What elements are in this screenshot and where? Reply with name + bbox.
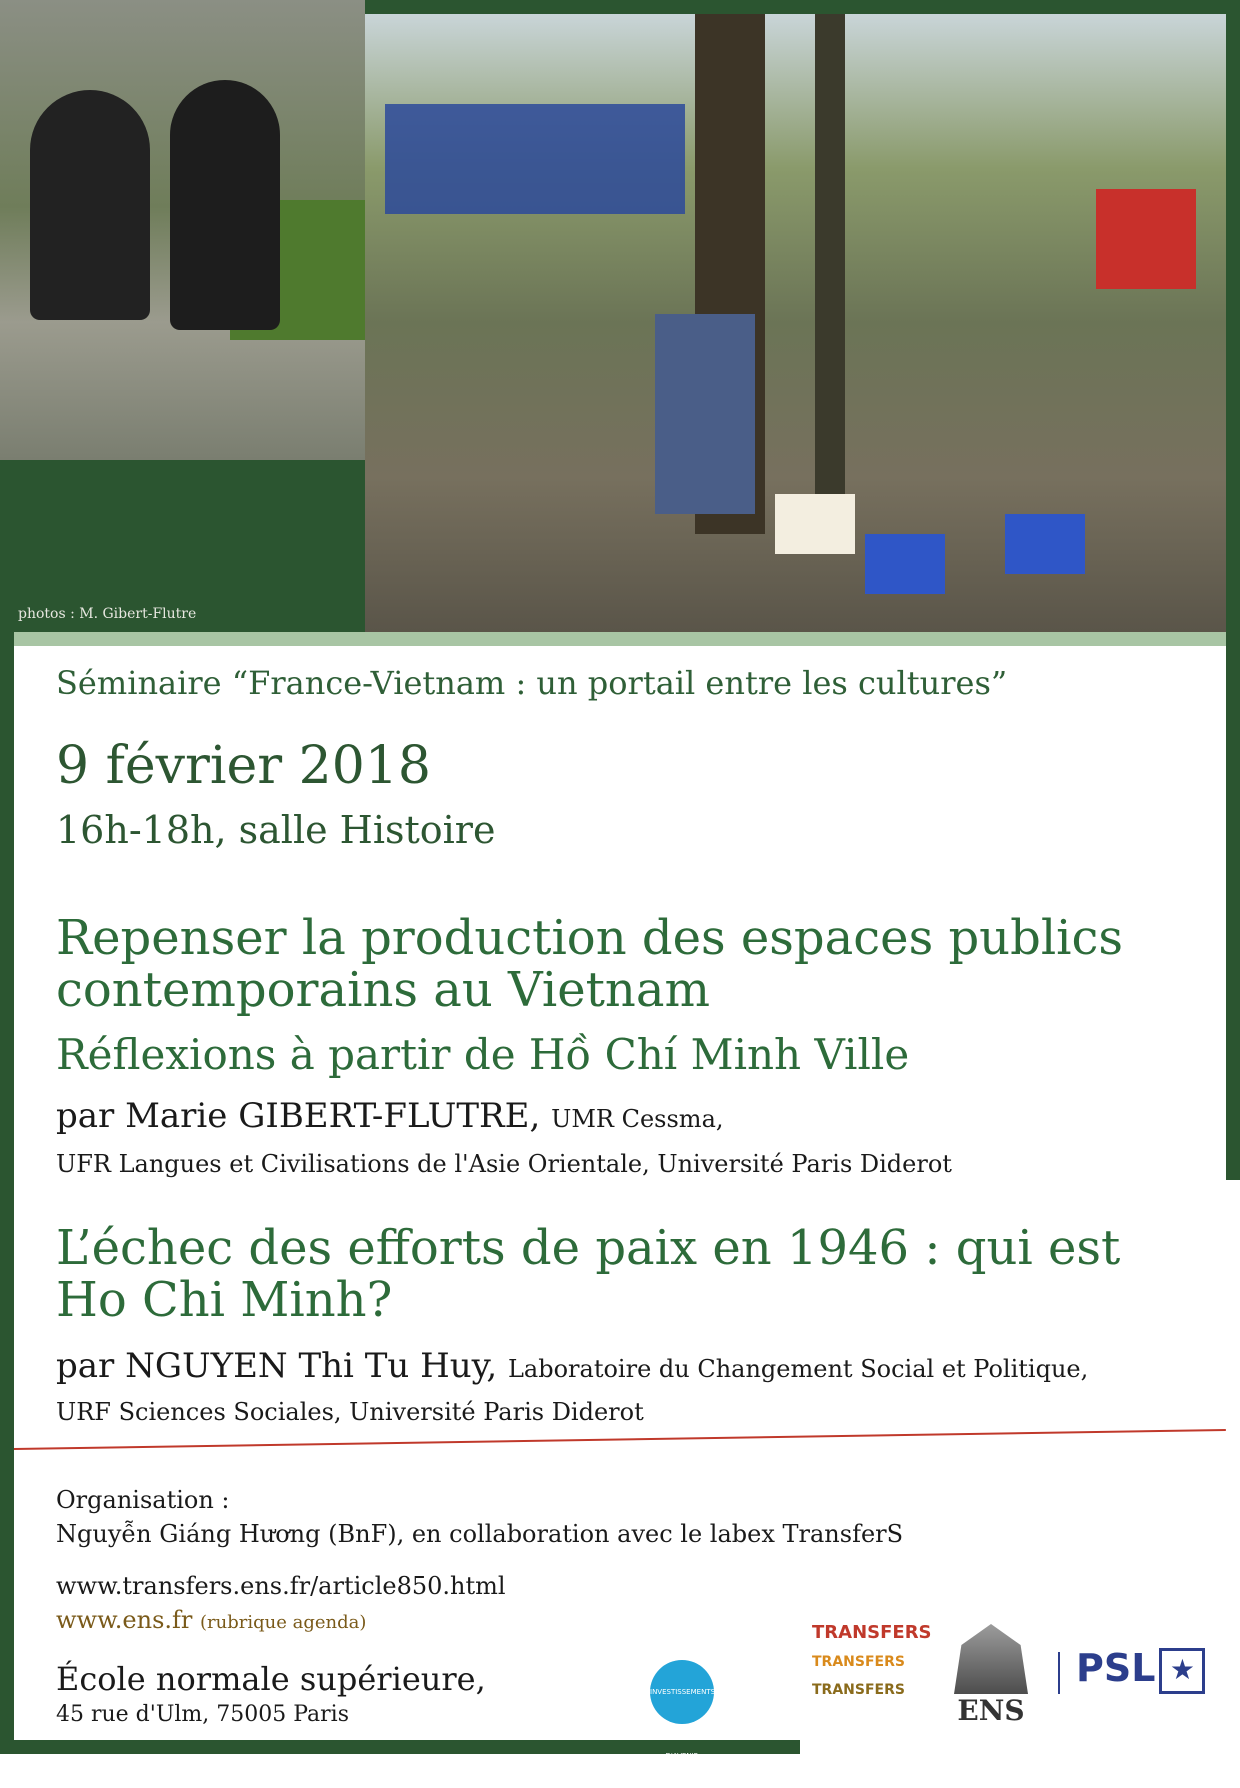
- seminar-title: Séminaire “France-Vietnam : un portail entre les cultures”: [56, 664, 1008, 702]
- ens-logo-text: ENS: [957, 1694, 1025, 1727]
- event-time: 16h-18h, salle Histoire: [56, 808, 496, 852]
- talk2-affiliation-2: URF Sciences Sociales, Université Paris Diderot: [56, 1398, 644, 1426]
- transfers-logo: [812, 1622, 932, 1714]
- photo-bank-sign: [385, 104, 685, 214]
- frame-left: [0, 630, 14, 1754]
- venue-name: École normale supérieure,: [56, 1660, 486, 1698]
- ens-link-note: (rubrique agenda): [200, 1612, 367, 1633]
- street-photo-right: [365, 14, 1226, 632]
- invest-logo-text: INVESTISSEMENTS D'AVENIR: [650, 1688, 716, 1760]
- ens-link[interactable]: www.ens.fr: [56, 1606, 193, 1634]
- talk1-title: Repenser la production des espaces publics contemporains au Vietnam: [56, 910, 1124, 1018]
- talk1-speaker-line: [56, 1096, 724, 1136]
- ens-link-line: [56, 1606, 366, 1634]
- photo-stool: [1005, 514, 1085, 574]
- transfers-link[interactable]: www.transfers.ens.fr/article850.html: [56, 1572, 506, 1600]
- organisation-label: Organisation :: [56, 1486, 230, 1514]
- talk1-affiliation-2: UFR Langues et Civilisations de l'Asie Orientale, Université Paris Diderot: [56, 1150, 952, 1178]
- transfers-logo-text: TRANSFERS: [812, 1622, 932, 1643]
- photo-tree: [815, 14, 845, 534]
- talk2-affiliation: Laboratoire du Changement Social et Politique,: [507, 1355, 1089, 1383]
- psl-logo-text: PSL: [1076, 1646, 1156, 1690]
- event-date: 9 février 2018: [56, 736, 431, 796]
- organisation-text: Nguyễn Giáng Hương (BnF), en collaboration avec le labex TransferS: [56, 1520, 904, 1548]
- psl-logo: [1076, 1646, 1205, 1694]
- photo-person: [170, 80, 280, 330]
- talk1-speaker: par Marie GIBERT-FLUTRE,: [56, 1096, 541, 1136]
- ens-building-icon: [954, 1624, 1028, 1694]
- photo-person: [30, 90, 150, 320]
- frame-right: [1226, 0, 1240, 1180]
- street-photo-left: [0, 0, 365, 460]
- ens-logo: [946, 1624, 1036, 1727]
- logo-separator: [1058, 1652, 1060, 1694]
- venue-address: 45 rue d'Ulm, 75005 Paris: [56, 1702, 349, 1727]
- talk2-speaker: par NGUYEN Thi Tu Huy,: [56, 1346, 498, 1386]
- light-band: [14, 632, 1226, 646]
- transfers-logo-text: TRANSFERS: [812, 1682, 905, 1698]
- photo-food-label: [775, 494, 855, 554]
- photo-price-sign: [1096, 189, 1196, 289]
- psl-star-icon: ★: [1159, 1648, 1205, 1694]
- talk2-speaker-line: [56, 1346, 1088, 1386]
- photo-stool: [865, 534, 945, 594]
- talk1-affiliation: UMR Cessma,: [551, 1105, 724, 1133]
- talk1-subtitle: Réflexions à partir de Hồ Chí Minh Ville: [56, 1030, 910, 1079]
- talk2-title: L’échec des efforts de paix en 1946 : qui est Ho Chi Minh?: [56, 1220, 1121, 1328]
- transfers-logo-text: TRANSFERS: [812, 1654, 905, 1670]
- photo-caption: photos : M. Gibert-Flutre: [18, 606, 197, 622]
- photo-person: [655, 314, 755, 514]
- investissements-avenir-logo: [650, 1660, 716, 1760]
